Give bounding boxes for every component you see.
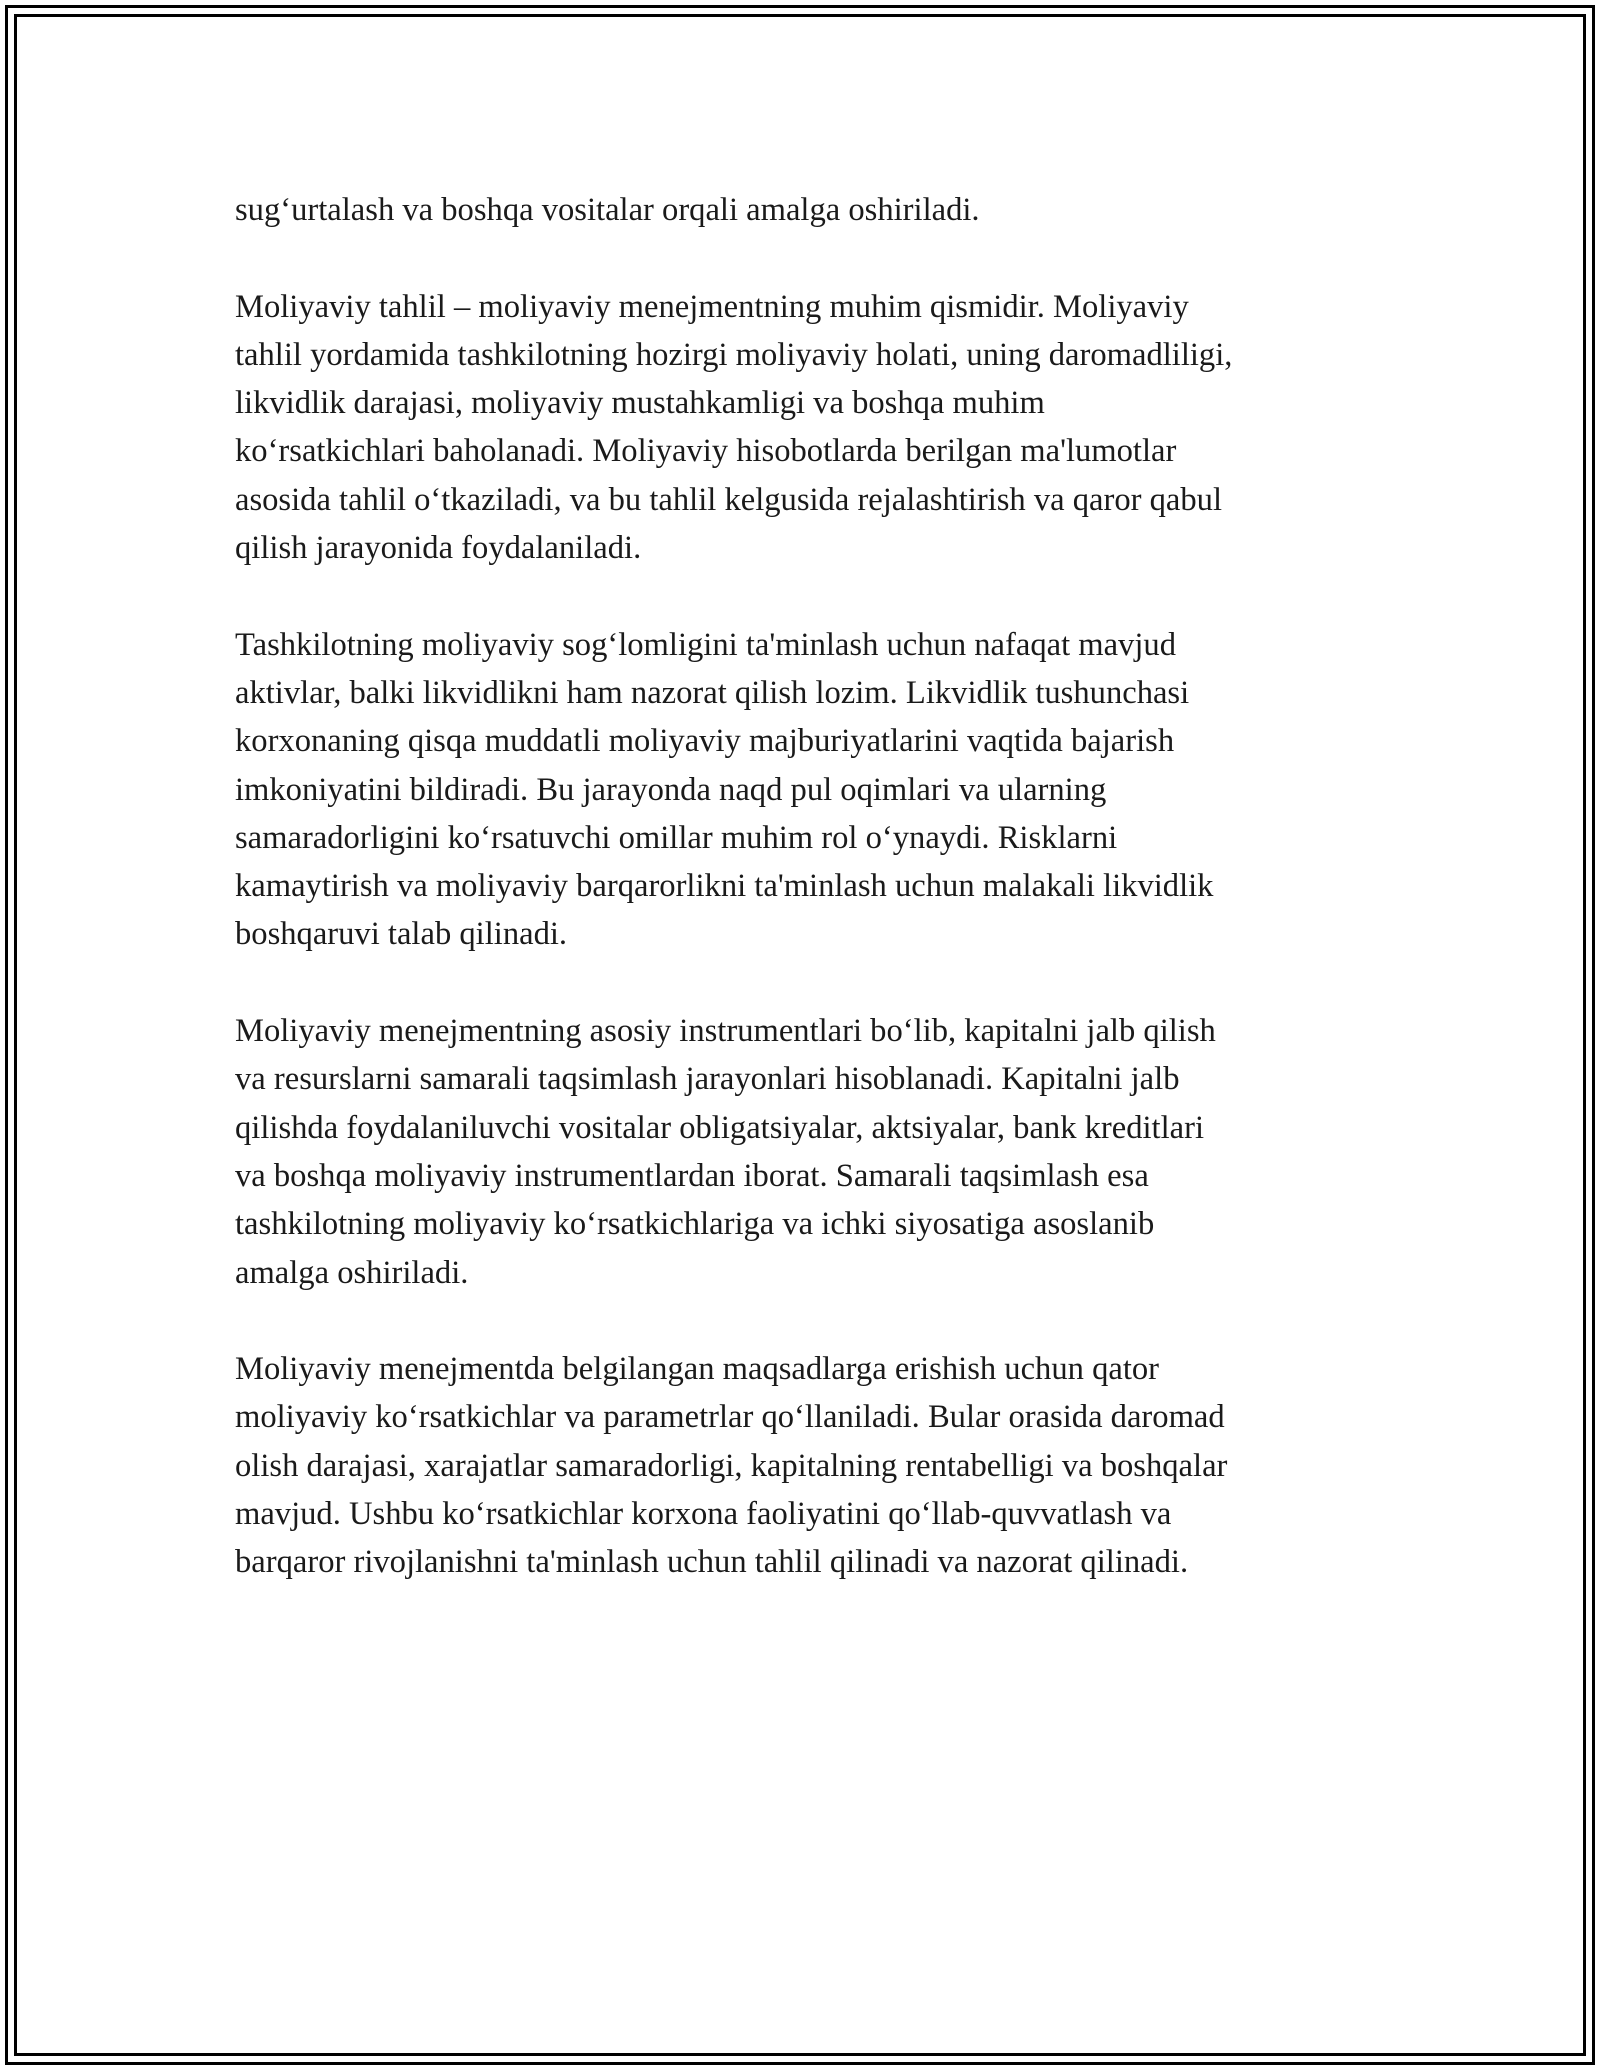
paragraph-3: Tashkilotning moliyaviy sog‘lomligini ta'minlash uchun nafaqat mavjud aktivlar, balki likvidlikni ham nazorat qilish lozim. Likvidlik tushunchasi korxonaning qisqa muddatli moliyaviy majburiyatlarini vaqtida bajarish imkoniyatini bildiradi. Bu jarayonda naqd pul oqimlari va ularning samaradorligini ko‘rsatuvchi omillar muhim rol o‘ynaydi. Risklarni kamaytirish va moliyaviy barqarorlikni ta'minlash uchun malakali likvidlik boshqaruvi talab qilinadi.: [235, 626, 1214, 953]
paragraph-2: Moliyaviy tahlil – moliyaviy menejmentning muhim qismidir. Moliyaviy tahlil yordamida tashkilotning hozirgi moliyaviy holati, uning daromadliligi, likvidlik darajasi, moliyaviy mustahkamligi va boshqa muhim ko‘rsatkichlari baholanadi. Moliyaviy hisobotlarda berilgan ma'lumotlar asosida tahlil o‘tkaziladi, va bu tahlil kelgusida rejalashtirish va qaror qabul qilish jarayonida foydalaniladi.: [235, 288, 1233, 567]
paragraph-1: sug‘urtalash va boshqa vositalar orqali amalga oshiriladi.: [235, 192, 980, 228]
paragraph-5: Moliyaviy menejmentda belgilangan maqsadlarga erishish uchun qator moliyaviy ko‘rsatkichlar va parametrlar qo‘llaniladi. Bular orasida daromad olish darajasi, xarajatlar samaradorligi, kapitalning rentabelligi va boshqalar mavjud. Ushbu ko‘rsatkichlar korxona faoliyatini qo‘llab-quvvatlash va barqaror rivojlanishni ta'minlash uchun tahlil qilinadi va nazorat qilinadi.: [235, 1351, 1228, 1581]
document-body: [235, 186, 1370, 1635]
paragraph-4: Moliyaviy menejmentning asosiy instrumentlari bo‘lib, kapitalni jalb qilish va resurslarni samarali taqsimlash jarayonlari hisoblanadi. Kapitalni jalb qilishda foydalaniluvchi vositalar obligatsiyalar, aktsiyalar, bank kreditlari va boshqa moliyaviy instrumentlardan iborat. Samarali taqsimlash esa tashkilotning moliyaviy ko‘rsatkichlariga va ichki siyosatiga asoslanib amalga oshiriladi.: [235, 1013, 1216, 1291]
